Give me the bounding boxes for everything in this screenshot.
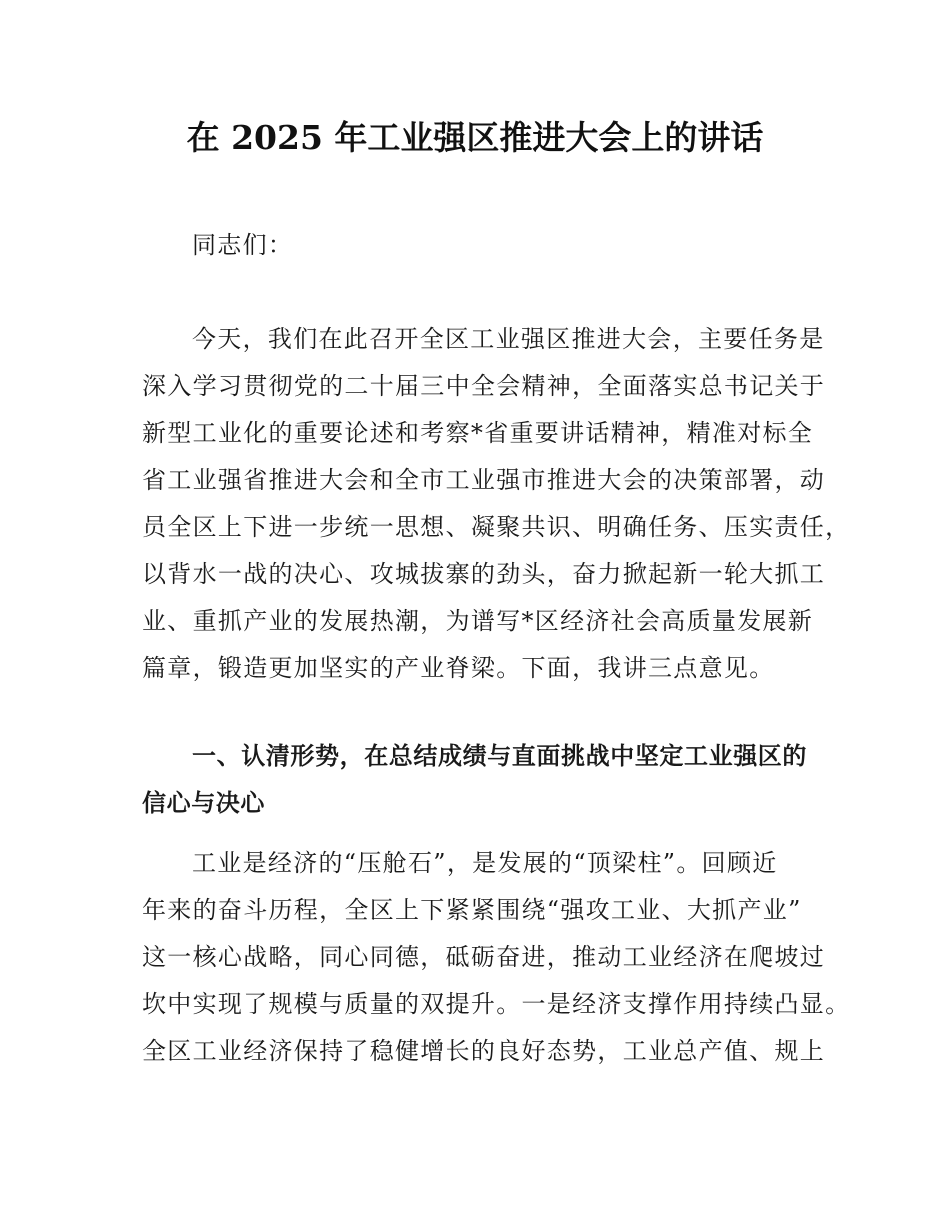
paragraph-line: 全区工业经济保持了稳健增长的良好态势，工业总产值、规上 — [142, 1037, 826, 1065]
document-title: 在 2025 年工业强区推进大会上的讲话 — [186, 118, 764, 157]
paragraph-line: 新型工业化的重要论述和考察*省重要讲话精神，精准对标全 — [142, 419, 814, 447]
paragraph-line: 坎中实现了规模与质量的双提升。一是经济支撑作用持续凸显。 — [142, 990, 851, 1018]
paragraph-line: 省工业强省推进大会和全市工业强市推进大会的决策部署，动 — [142, 466, 826, 494]
paragraph-line: 年来的奋斗历程，全区上下紧紧围绕“强攻工业、大抓产业” — [142, 896, 802, 924]
paragraph-opening — [142, 316, 851, 692]
salutation: 同志们： — [192, 231, 294, 259]
paragraph-line: 员全区上下进一步统一思想、凝聚共识、明确任务、压实责任， — [142, 513, 851, 541]
paragraph-line: 这一核心战略，同心同德，砥砺奋进，推动工业经济在爬坡过 — [142, 943, 826, 971]
paragraph-line: 篇章，锻造更加坚实的产业脊梁。下面，我讲三点意见。 — [142, 654, 775, 682]
paragraph-line: 以背水一战的决心、攻城拔寨的劲头，奋力掀起新一轮大抓工 — [142, 560, 826, 588]
heading-line: 一、认清形势，在总结成绩与直面挑战中坚定工业强区的 — [192, 742, 807, 770]
section-heading — [142, 733, 822, 827]
paragraph-line: 今天，我们在此召开全区工业强区推进大会，主要任务是 — [192, 325, 825, 353]
paragraph-line: 业、重抓产业的发展热潮，为谱写*区经济社会高质量发展新 — [142, 607, 814, 635]
heading-line: 信心与决心 — [142, 789, 265, 817]
paragraph-review — [142, 840, 851, 1075]
paragraph-line: 深入学习贯彻党的二十届三中全会精神，全面落实总书记关于 — [142, 372, 826, 400]
paragraph-line: 工业是经济的“压舱石”，是发展的“顶梁柱”。回顾近 — [192, 849, 778, 877]
